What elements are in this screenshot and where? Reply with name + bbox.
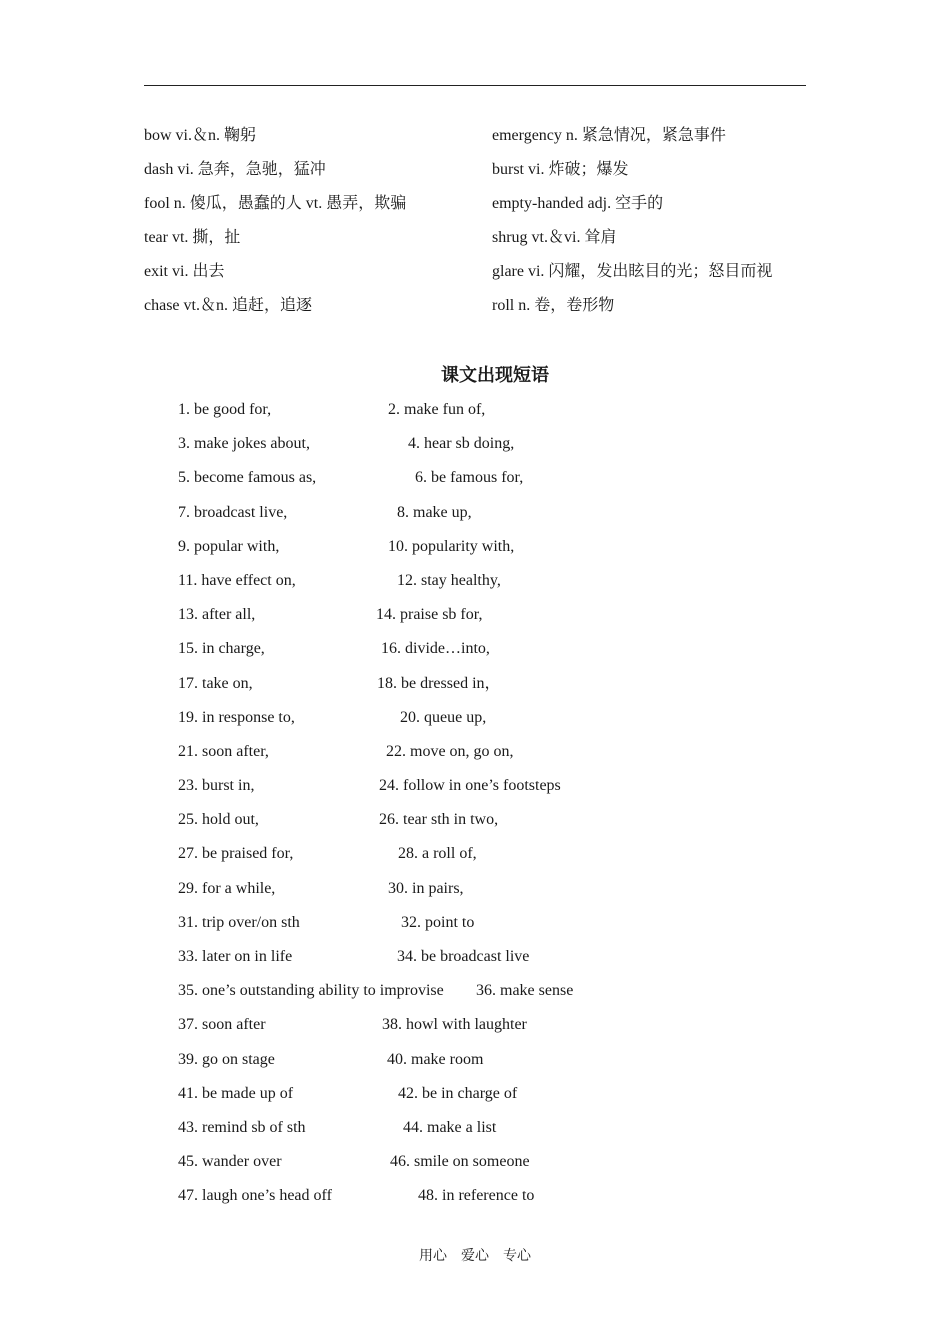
phrase-item: 29. for a while, [178, 879, 276, 897]
vocab-row [144, 190, 806, 224]
vocab-entry: fool n. 傻瓜，愚蠢的人 vt. 愚弄，欺骗 [144, 195, 407, 212]
vocab-entry: glare vi. 闪耀，发出眩目的光；怒目而视 [492, 263, 773, 280]
phrase-item: 7. broadcast live, [178, 503, 288, 521]
phrase-row [178, 1011, 778, 1045]
phrase-item: 10. popularity with, [388, 537, 515, 555]
vocab-entry: exit vi. 出去 [144, 263, 225, 280]
phrase-item: 48. in reference to [418, 1187, 535, 1205]
phrase-item: 28. a roll of, [398, 845, 477, 863]
vocabulary-list [144, 122, 806, 326]
vocab-entry: chase vt.＆n. 追赶，追逐 [144, 297, 312, 314]
phrase-item: 33. later on in life [178, 948, 293, 965]
phrase-item: 24. follow in one’s footsteps [379, 777, 561, 795]
vocab-entry: dash vi. 急奔，急驰，猛冲 [144, 161, 326, 178]
phrase-item: 20. queue up, [400, 708, 487, 726]
vocab-entry: tear vt. 撕，扯 [144, 229, 241, 246]
phrase-row [178, 601, 778, 635]
phrase-row [178, 943, 778, 977]
vocab-row [144, 156, 806, 190]
phrase-item: 15. in charge, [178, 640, 265, 658]
phrase-item: 42. be in charge of [398, 1084, 518, 1102]
phrase-row [178, 567, 778, 601]
phrase-row [178, 738, 778, 772]
phrase-item: 27. be praised for, [178, 845, 294, 863]
phrase-item: 16. divide…into, [381, 640, 490, 658]
phrase-row [178, 396, 778, 430]
phrase-item: 9. popular with, [178, 537, 280, 555]
phrase-item: 25. hold out, [178, 811, 259, 829]
phrase-item: 12. stay healthy, [397, 571, 501, 589]
section-title: 课文出现短语 [441, 365, 549, 386]
phrase-row [178, 635, 778, 669]
phrase-item: 4. hear sb doing, [408, 435, 515, 453]
phrase-item: 44. make a list [403, 1118, 497, 1136]
vocab-row [144, 122, 806, 156]
phrase-row [178, 704, 778, 738]
phrase-row [178, 1148, 778, 1182]
phrase-row [178, 875, 778, 909]
phrase-row [178, 1182, 778, 1216]
phrase-item: 23. burst in, [178, 777, 255, 795]
phrase-row [178, 430, 778, 464]
vocab-row [144, 292, 806, 326]
vocab-entry: roll n. 卷，卷形物 [492, 297, 615, 314]
vocab-entry: empty-handed adj. 空手的 [492, 195, 664, 212]
phrase-item: 6. be famous for, [415, 469, 524, 487]
header-rule [144, 85, 806, 86]
phrase-item: 41. be made up of [178, 1084, 294, 1102]
phrase-item: 3. make jokes about, [178, 435, 310, 453]
phrase-item: 37. soon after [178, 1016, 266, 1034]
phrase-item: 32. point to [401, 913, 475, 931]
phrase-row [178, 772, 778, 806]
phrase-row [178, 1114, 778, 1148]
phrase-item: 14. praise sb for, [376, 606, 483, 624]
phrase-item: 8. make up, [397, 503, 472, 521]
phrase-row [178, 499, 778, 533]
vocab-entry: burst vi. 炸破；爆发 [492, 161, 629, 178]
phrase-row [178, 1080, 778, 1114]
phrase-item: 18. be dressed in， [377, 674, 501, 692]
phrase-item: 45. wander over [178, 1153, 282, 1171]
vocab-entry: shrug vt.＆vi. 耸肩 [492, 229, 617, 246]
phrase-row [178, 840, 778, 874]
phrase-item: 17. take on, [178, 674, 253, 692]
phrase-item: 47. laugh one’s head off [178, 1187, 332, 1205]
phrase-item: 2. make fun of, [388, 401, 486, 418]
phrase-item: 1. be good for, [178, 401, 272, 418]
phrase-item: 40. make room [387, 1050, 484, 1068]
phrase-row [178, 1046, 778, 1080]
phrase-row [178, 533, 778, 567]
phrase-item: 31. trip over/on sth [178, 913, 300, 931]
phrase-item: 35. one’s outstanding ability to improvise [178, 982, 444, 1000]
phrase-item: 34. be broadcast live [397, 948, 530, 965]
vocab-entry: bow vi.＆n. 鞠躬 [144, 127, 257, 144]
phrase-item: 38. howl with laughter [382, 1016, 527, 1034]
phrase-row [178, 909, 778, 943]
phrase-item: 11. have effect on, [178, 571, 296, 589]
phrase-row [178, 670, 778, 704]
phrase-row [178, 977, 778, 1011]
phrase-item: 36. make sense [476, 982, 574, 1000]
phrase-list [178, 396, 778, 1217]
phrase-item: 13. after all, [178, 606, 256, 624]
page-footer: 用心 爱心 专心 [419, 1249, 531, 1264]
phrase-item: 26. tear sth in two, [379, 811, 499, 829]
phrase-item: 43. remind sb of sth [178, 1118, 306, 1136]
phrase-row [178, 464, 778, 498]
phrase-item: 5. become famous as, [178, 469, 317, 487]
phrase-item: 30. in pairs, [388, 879, 464, 897]
phrase-item: 39. go on stage [178, 1050, 275, 1068]
phrase-item: 46. smile on someone [390, 1153, 530, 1171]
vocab-entry: emergency n. 紧急情况，紧急事件 [492, 127, 726, 144]
phrase-item: 19. in response to, [178, 708, 295, 726]
phrase-item: 21. soon after, [178, 742, 269, 760]
phrase-row [178, 806, 778, 840]
vocab-row [144, 224, 806, 258]
vocab-row [144, 258, 806, 292]
phrase-item: 22. move on, go on, [386, 742, 514, 760]
